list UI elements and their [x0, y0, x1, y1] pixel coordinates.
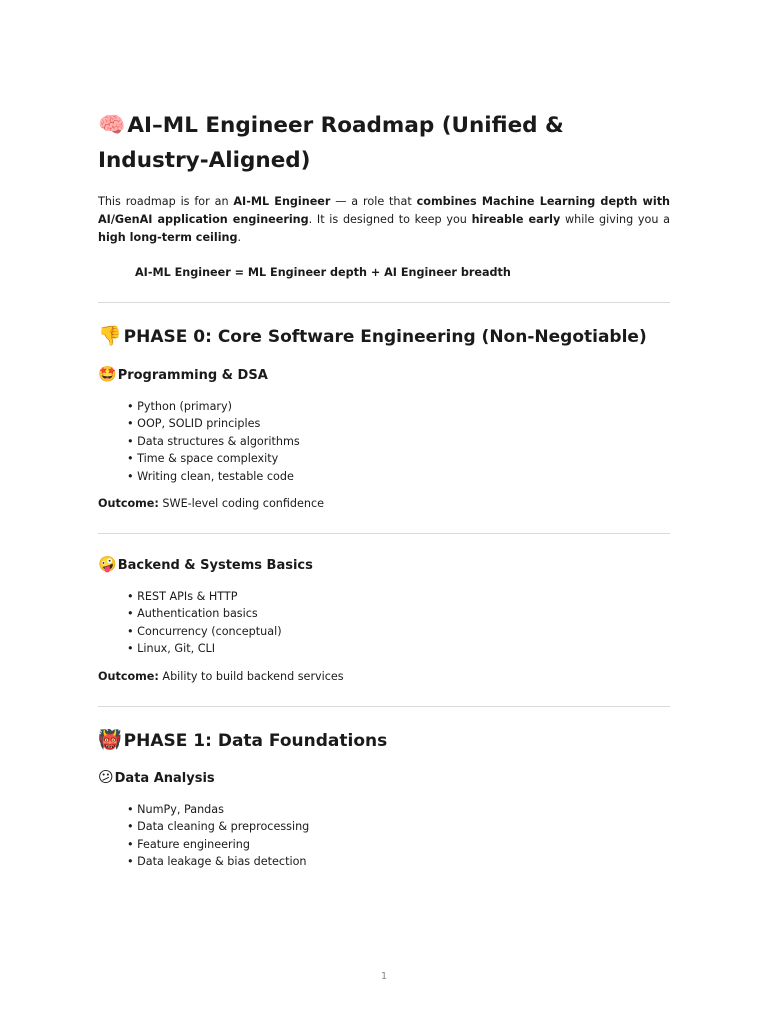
list-item: • REST APIs & HTTP: [127, 588, 282, 605]
outcome-label: Outcome:: [98, 497, 159, 510]
page-title: [98, 108, 670, 178]
list-item: • Data structures & algorithms: [127, 433, 300, 450]
divider: [98, 533, 670, 534]
programming-dsa-list: [127, 398, 300, 485]
intro-text-4: while giving you a: [560, 213, 671, 226]
section-title: Programming & DSA: [117, 368, 268, 383]
section-title: Backend & Systems Basics: [117, 558, 313, 573]
data-analysis-list: [127, 801, 309, 871]
section-programming-dsa: [98, 365, 268, 385]
star-struck-icon: 🤩: [98, 365, 117, 383]
intro-text-3: . It is designed to keep you: [308, 213, 472, 226]
section-backend-systems: [98, 555, 313, 575]
outcome-text: Ability to build backend services: [158, 670, 344, 683]
thumbs-down-icon: 👎: [98, 325, 122, 347]
ogre-icon: 👹: [98, 729, 122, 751]
intro-bold-3: hireable early: [471, 213, 561, 226]
brain-icon: 🧠: [98, 113, 126, 138]
phase-1-heading: [98, 728, 670, 753]
outcome-backend: [98, 670, 344, 683]
phase-0-heading: [98, 324, 670, 349]
intro-text-1: This roadmap is for an: [98, 195, 234, 208]
list-item: • NumPy, Pandas: [127, 801, 309, 818]
outcome-programming: [98, 497, 324, 510]
list-item: • Data leakage & bias detection: [127, 853, 309, 870]
confused-face-icon: 😕: [98, 768, 114, 786]
phase-1-title: PHASE 1: Data Foundations: [123, 731, 388, 751]
list-item: • Feature engineering: [127, 836, 309, 853]
list-item: • Writing clean, testable code: [127, 468, 300, 485]
section-title: Data Analysis: [114, 771, 215, 786]
page-title-text: AI–ML Engineer Roadmap (Unified & Industry-Aligned): [98, 113, 564, 173]
list-item: • Python (primary): [127, 398, 300, 415]
list-item: • Time & space complexity: [127, 450, 300, 467]
intro-bold-4: high long-term ceiling: [98, 231, 238, 244]
intro-bold-2: combines Machine Learning depth with AI/GenAI application engineering: [98, 195, 671, 226]
intro-bold-1: AI-ML Engineer: [233, 195, 331, 208]
definition-quote: AI-ML Engineer = ML Engineer depth + AI Engineer breadth: [135, 266, 511, 279]
divider: [98, 706, 670, 707]
outcome-text: SWE-level coding confidence: [158, 497, 325, 510]
list-item: • Authentication basics: [127, 605, 282, 622]
section-data-analysis: [98, 768, 215, 788]
intro-text-2: — a role that: [330, 195, 417, 208]
intro-text-5: .: [237, 231, 242, 244]
zany-face-icon: 🤪: [98, 555, 117, 573]
intro-paragraph: [98, 193, 670, 247]
list-item: • Concurrency (conceptual): [127, 623, 282, 640]
page-number: 1: [380, 971, 388, 982]
divider: [98, 302, 670, 303]
list-item: • Data cleaning & preprocessing: [127, 818, 309, 835]
list-item: • Linux, Git, CLI: [127, 640, 282, 657]
backend-systems-list: [127, 588, 282, 658]
outcome-label: Outcome:: [98, 670, 159, 683]
list-item: • OOP, SOLID principles: [127, 415, 300, 432]
phase-0-title: PHASE 0: Core Software Engineering (Non-Negotiable): [123, 327, 647, 347]
